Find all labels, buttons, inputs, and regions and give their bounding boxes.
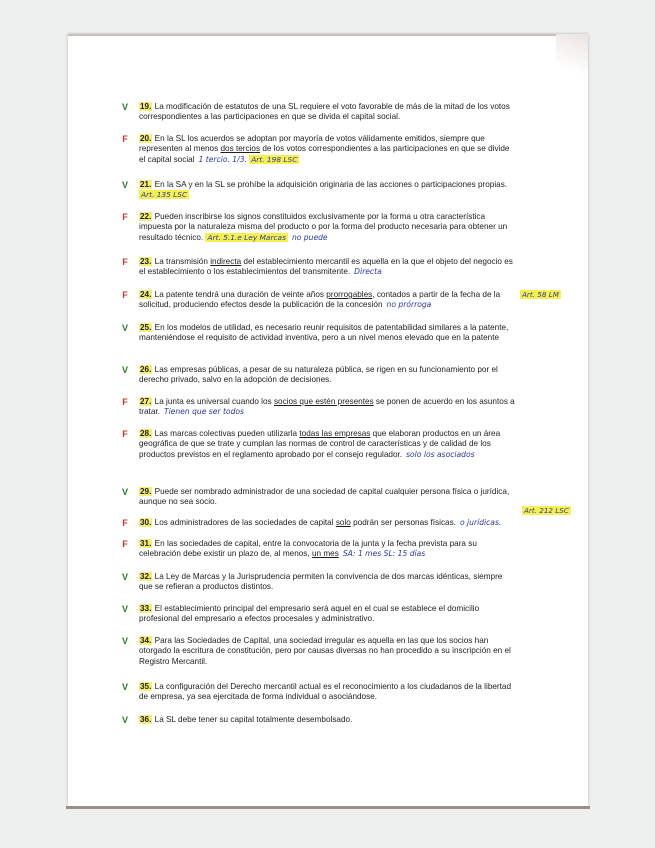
question-number: 20.	[140, 134, 152, 143]
question-number: 22.	[140, 212, 152, 221]
highlighted-article: Art. 5.1.e Ley Marcas	[207, 232, 286, 242]
true-checkmark-icon: V	[121, 102, 128, 112]
question-text: En la SA y en la SL se prohíbe la adquisición originaria de las acciones o participaciones propias.	[154, 180, 508, 189]
question-21	[118, 180, 518, 201]
question-20	[118, 134, 518, 165]
false-mark-icon: F	[118, 539, 132, 549]
question-number: 21.	[140, 180, 152, 189]
question-text: La patente tendrá una duración de veinte años	[154, 290, 327, 299]
false-mark-icon: F	[118, 257, 132, 267]
question-text-cont: podrán ser personas físicas.	[350, 518, 456, 527]
highlighted-article: Art. 198 LSC	[251, 154, 298, 164]
question-text-cont: del establecimiento mercantil es aquella en la que el objeto del negocio es el establecimiento o los establecimientos del transmitente.	[139, 257, 513, 277]
question-text: En las sociedades de capital, entre la convocatoria de la junta y la fecha prevista para su celebración debe existir un plazo de, al menos,	[139, 539, 477, 559]
question-text: En los modelos de utilidad, es necesario reunir requisitos de patentabilidad similares a la patente, manteniéndose el requisito de actividad inventiva, pero a un nivel menos elevado que en la patente	[139, 323, 509, 343]
question-36	[118, 715, 518, 725]
question-number: 23.	[140, 257, 152, 266]
question-34	[118, 636, 518, 667]
question-text: Pueden inscribirse los signos constituidos exclusivamente por la forma u otra característica impuesta por la naturaleza misma del producto o por la forma del producto necesaria para obtener un resultado técnico.	[139, 212, 508, 242]
underlined-text: todas las empresas	[299, 429, 371, 438]
margin-article-note: Art. 212 LSC	[524, 506, 569, 515]
underlined-text: indirecta	[210, 257, 242, 266]
true-checkmark-icon: V	[121, 572, 128, 582]
false-mark-icon: F	[118, 397, 132, 407]
true-checkmark-icon: V	[121, 682, 128, 692]
paper-top-edge	[68, 34, 588, 36]
underlined-text: un mes	[311, 549, 339, 559]
question-number: 30.	[140, 518, 152, 527]
handwritten-note: Directa	[354, 267, 382, 277]
question-text: El establecimiento principal del empresario será aquel en el cual se establece el domicilio profesional del empresario a efectos procesales y administrativo.	[139, 604, 480, 624]
false-mark-icon: F	[118, 290, 132, 300]
true-checkmark-icon: V	[121, 487, 128, 497]
true-checkmark-icon: V	[121, 636, 128, 646]
question-text: Las marcas colectivas pueden utilizarla	[154, 429, 300, 438]
question-24	[118, 290, 518, 311]
question-number: 34.	[140, 636, 152, 645]
question-text: En la SL los acuerdos se adoptan por mayoría de votos válidamente emitidos, siempre que representen al menos	[139, 134, 485, 154]
question-23	[118, 257, 518, 278]
handwritten-note: solo los asociados	[406, 449, 475, 459]
question-number: 25.	[140, 323, 152, 332]
question-number: 32.	[140, 572, 152, 581]
true-checkmark-icon: V	[121, 180, 128, 190]
false-mark-icon: F	[118, 429, 132, 439]
question-text-cont: , contados a partir de la fecha de la solicitud, produciendo efectos desde la publicación de la concesión	[139, 290, 501, 310]
false-mark-icon: F	[118, 212, 132, 222]
question-35	[118, 682, 518, 703]
question-26	[118, 365, 518, 386]
question-text-cont: que elaboran productos en un área geográfica de que se trate y cumplan las normas de control de características y de calidad de los productos previstos en el reglamento aprobado por el consejo regulador.	[139, 429, 501, 459]
question-number: 28.	[140, 429, 152, 438]
paper-corner-curl	[556, 34, 588, 94]
question-28	[118, 429, 518, 460]
underlined-text: socios que estén presentes	[273, 397, 374, 406]
question-text-cont: se ponen de acuerdo en los asuntos a tratar.	[139, 397, 515, 417]
question-text: Para las Sociedades de Capital, una sociedad irregular es aquella en las que los socios han otorgado la escritura de constitución, pero por causas diversas no han procedido a su inscripción en el Registro Mercantil.	[139, 636, 511, 666]
question-number: 36.	[140, 715, 152, 724]
handwritten-note: Tienen que ser todos	[163, 407, 244, 417]
underlined-text: prorrogables	[326, 290, 373, 299]
false-mark-icon: F	[118, 134, 132, 144]
question-number: 31.	[140, 539, 152, 548]
true-checkmark-icon: V	[121, 365, 128, 375]
question-29	[118, 487, 518, 508]
question-number: 35.	[140, 682, 152, 691]
underlined-text: solo	[335, 518, 351, 527]
question-number: 27.	[140, 397, 152, 406]
handwritten-note: no prórroga	[386, 300, 432, 310]
handwritten-note: no puede	[291, 232, 328, 242]
question-27	[118, 397, 518, 418]
question-text: La junta es universal cuando los	[154, 397, 274, 406]
question-number: 19.	[140, 102, 152, 111]
true-checkmark-icon: V	[121, 323, 128, 333]
question-text: La transmisión	[154, 257, 211, 266]
question-25	[118, 323, 518, 344]
question-text: La SL debe tener su capital totalmente desembolsado.	[154, 715, 353, 724]
false-mark-icon: F	[118, 518, 132, 528]
question-text: Puede ser nombrado administrador de una sociedad de capital cualquier persona física o jurídica, aunque no sea socio.	[139, 487, 510, 507]
margin-article-note: Art. 58 LM	[522, 290, 559, 299]
paper-bottom-edge	[66, 806, 590, 809]
question-text: La Ley de Marcas y la Jurisprudencia permiten la convivencia de dos marcas idénticas, siempre que se refieran a productos distintos.	[139, 572, 503, 592]
question-text: La modificación de estatutos de una SL requiere el voto favorable de más de la mitad de los votos correspondientes a las participaciones en que se divida el capital social.	[139, 102, 510, 122]
question-33	[118, 604, 518, 625]
handwritten-note: 1 tercio. 1/3.	[198, 154, 247, 164]
true-checkmark-icon: V	[121, 604, 128, 614]
true-checkmark-icon: V	[121, 715, 128, 725]
question-19	[118, 102, 518, 123]
question-31	[118, 539, 518, 560]
handwritten-note: SA: 1 mes SL: 15 días	[342, 549, 426, 559]
question-number: 33.	[140, 604, 152, 613]
question-number: 29.	[140, 487, 152, 496]
question-text: Las empresas públicas, a pesar de su naturaleza pública, se rigen en su funcionamiento por el derecho privado, salvo en la adopción de decisiones.	[139, 365, 498, 385]
question-number: 24.	[140, 290, 152, 299]
question-32	[118, 572, 518, 593]
question-text-cont: de los votos correspondientes a las participaciones en que se divide el capital social	[139, 144, 510, 164]
question-22	[118, 212, 518, 243]
question-30	[118, 518, 518, 528]
highlighted-article: Art. 135 LSC	[141, 190, 188, 200]
underlined-text: dos tercios	[220, 144, 261, 154]
question-text: La configuración del Derecho mercantil actual es el reconocimiento a los ciudadanos de la libertad de empresa, ya sea ejercitada de forma individual o asociándose.	[139, 682, 512, 702]
question-text: Los administradores de las sociedades de capital	[154, 518, 336, 527]
handwritten-note: o jurídicas.	[459, 518, 502, 527]
question-number: 26.	[140, 365, 152, 374]
